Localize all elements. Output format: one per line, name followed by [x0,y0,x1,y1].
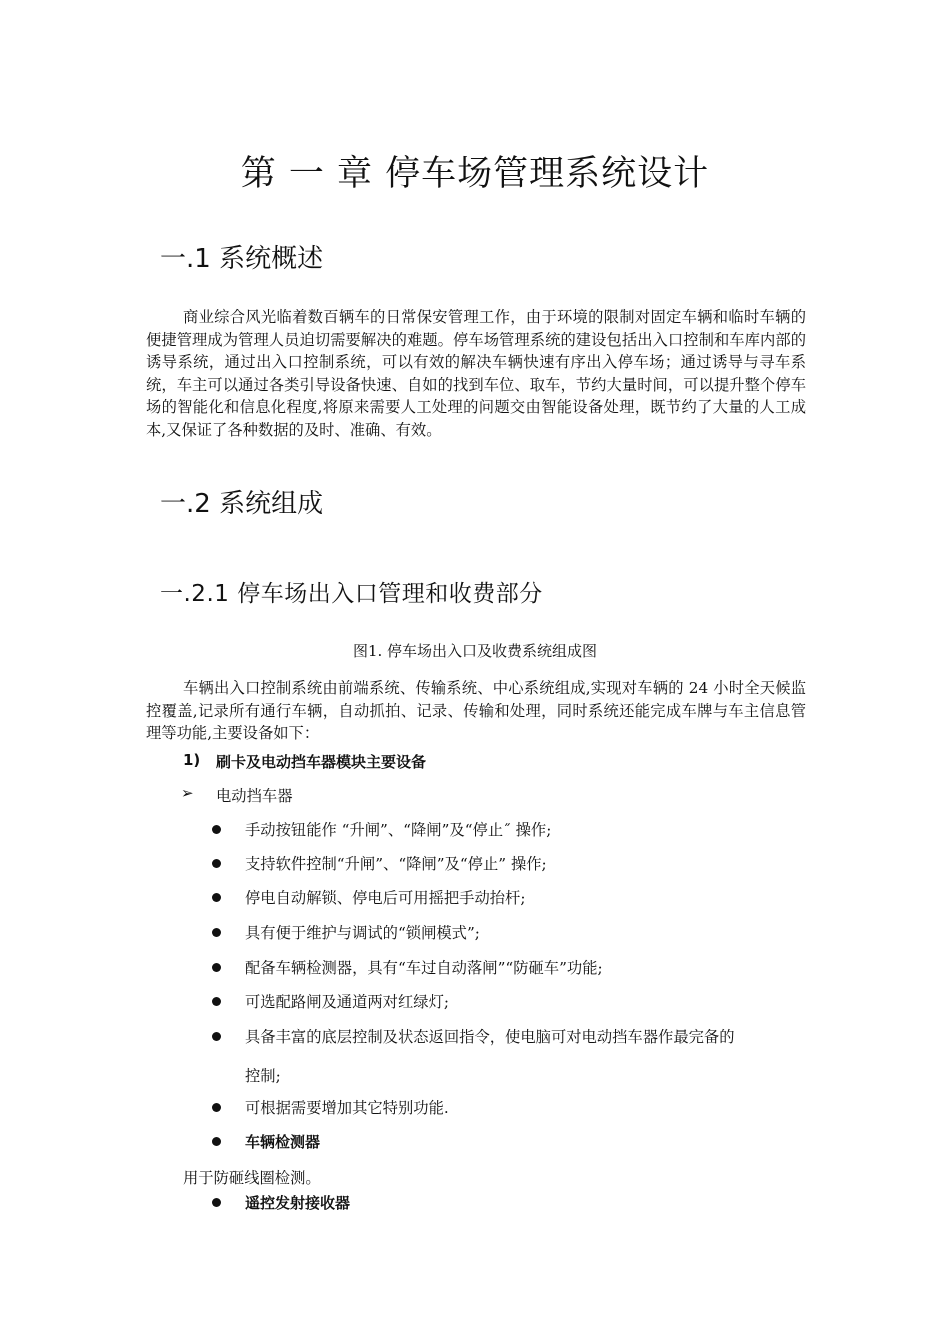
feature-item: 具有便于维护与调试的“锁闸模式”; [245,924,480,942]
numbered-item-text: 刷卡及电动挡车器模块主要设备 [216,753,427,771]
remote-receiver-title: 遥控发射接收器 [245,1194,351,1212]
bullet-dot-icon [212,963,221,972]
feature-item: 停电自动解锁、停电后可用摇把手动抬杆; [245,889,526,907]
feature-item: 手动按钮能作 “升闸”、“降闸”及“停止˝ 操作; [245,821,552,839]
bullet-dot-icon [212,1103,221,1112]
bullet-dot-icon [212,1032,221,1041]
feature-item: 配备车辆检测器，具有“车过自动落闸”“防砸车”功能; [245,959,603,977]
arrow-bullet-icon: ➢ [181,784,194,802]
feature-item: 可根据需要增加其它特别功能. [245,1099,449,1117]
entrance-paragraph [146,677,806,745]
feature-item: 支持软件控制“升闸”、“降闸”及“停止” 操作; [245,855,547,873]
subsection-heading-entrance: 一.2.1 停车场出入口管理和收费部分 [160,581,543,607]
chapter-title: 第 一 章 停车场管理系统设计 [240,154,710,194]
bullet-dot-icon [212,825,221,834]
feature-item-continuation: 控制; [245,1067,281,1085]
sub-heading-barrier: 电动挡车器 [216,787,293,805]
vehicle-detector-desc: 用于防砸线圈检测。 [183,1169,321,1187]
bullet-dot-icon [212,859,221,868]
feature-item: 可选配路闸及通道两对红绿灯; [245,993,450,1011]
vehicle-detector-title: 车辆检测器 [245,1133,321,1151]
bullet-dot-icon [212,928,221,937]
overview-paragraph-text: 商业综合风光临着数百辆车的日常保安管理工作，由于环境的限制对固定车辆和临时车辆的便捷管理成为管理人员迫切需要解决的难题。停车场管理系统的建设包括出入口控制和车库内部的诱导系统，通过出入口控制系统，可以有效的解决车辆快速有序出入停车场；通过诱导与寻车系统，车主可以通过各类引导设备快速、自如的找到车位、取车，节约大量时间，可以提升整个停车场的智能化和信息化程度,将原来需要人工处理的问题交由智能设备处理，既节约了大量的人工成本,又保证了各种数据的及时、准确、有效。 [146,308,806,439]
feature-item: 具备丰富的底层控制及状态返回指令，使电脑可对电动挡车器作最完备的 [245,1028,735,1046]
section-heading-overview: 一.1 系统概述 [160,244,324,274]
entrance-paragraph-text: 车辆出入口控制系统由前端系统、传输系统、中心系统组成,实现对车辆的 24 小时全天候监控覆盖,记录所有通行车辆，自动抓拍、记录、传输和处理，同时系统还能完成车牌与车主信息管理等功能,主要设备如下： [146,679,806,742]
section-heading-composition: 一.2 系统组成 [160,489,324,519]
figure-caption: 图1. 停车场出入口及收费系统组成图 [352,642,598,660]
numbered-item-number: 1) [183,751,201,769]
bullet-dot-icon [212,893,221,902]
bullet-dot-icon [212,997,221,1006]
bullet-dot-icon [212,1198,221,1207]
overview-paragraph [146,306,806,441]
bullet-dot-icon [212,1137,221,1146]
